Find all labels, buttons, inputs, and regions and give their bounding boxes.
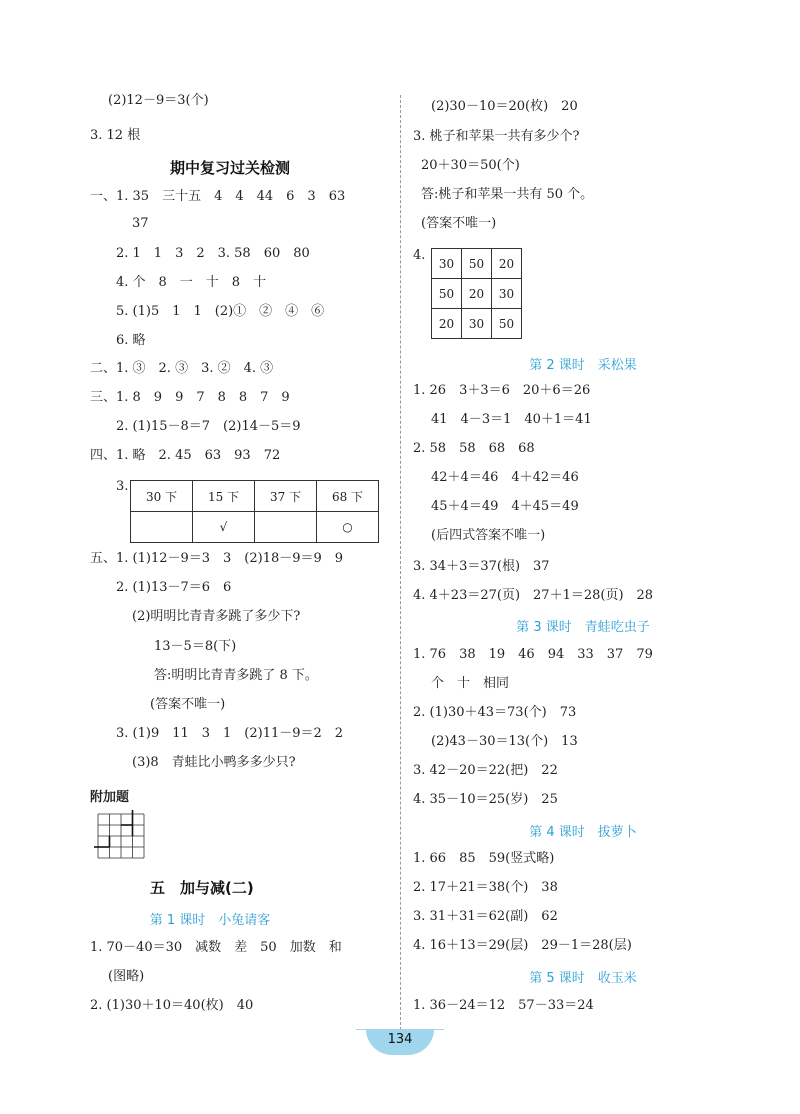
square-cell: 30	[492, 279, 522, 309]
answer-line: 2. (1)15－8＝7 (2)14－5＝9	[116, 419, 301, 434]
lesson-title: 第 1 课时 小兔请客	[149, 913, 271, 928]
answer-line: 42＋4＝46 4＋42＝46	[431, 470, 579, 485]
page-number: 134	[366, 1029, 434, 1055]
answer-line: 2. 1 1 3 2 3. 58 60 80	[116, 246, 310, 261]
square-cell: 30	[432, 249, 462, 279]
answer-line: 4.	[413, 248, 426, 263]
section-title-midterm: 期中复习过关检测	[170, 159, 291, 177]
answer-line: 1. 76 38 19 46 94 33 37 79	[413, 647, 653, 662]
answer-line: 3. 12 根	[90, 128, 141, 143]
table-cell: √	[193, 512, 255, 543]
answer-line: (3)8 青蛙比小鸭多多少只?	[132, 755, 296, 770]
table-cell: ○	[317, 512, 379, 543]
answer-line: 2. (1)30＋10＝40(枚) 40	[90, 998, 254, 1013]
square-cell: 30	[462, 309, 492, 339]
answer-line: (2)43－30＝13(个) 13	[431, 734, 578, 749]
answer-table	[130, 480, 379, 543]
answer-line: 3.	[116, 479, 129, 494]
answer-line: 6. 略	[116, 333, 146, 348]
answer-line: 1. 66 85 59(竖式略)	[413, 851, 555, 866]
table-cell	[255, 512, 317, 543]
answer-line: 4. 4＋23＝27(页) 27＋1＝28(页) 28	[413, 588, 654, 603]
answer-line: (答案不唯一)	[421, 216, 497, 231]
answer-line: 1. 26 3＋3＝6 20＋6＝26	[413, 383, 591, 398]
answer-line: 45＋4＝49 4＋45＝49	[431, 499, 579, 514]
answer-line: 答:明明比青青多跳了 8 下。	[154, 668, 318, 683]
answer-line: 5. (1)5 1 1 (2)① ② ④ ⑥	[116, 304, 325, 319]
answer-line: 2. 17＋21＝38(个) 38	[413, 880, 558, 895]
square-cell: 20	[492, 249, 522, 279]
answer-line: 4. 16＋13＝29(层) 29－1＝28(层)	[413, 938, 632, 953]
square-cell: 50	[462, 249, 492, 279]
answer-line: (图略)	[108, 969, 145, 984]
answer-line: 2. 58 58 68 68	[413, 441, 535, 456]
table-header-cell: 68 下	[317, 481, 379, 512]
answer-line: (2)明明比青青多跳了多少下?	[132, 609, 301, 624]
answer-line: 一、1. 35 三十五 4 4 44 6 3 63	[90, 189, 346, 204]
square-cell: 50	[492, 309, 522, 339]
answer-line: 3. 42－20＝22(把) 22	[413, 763, 558, 778]
answer-line: 20＋30＝50(个)	[421, 158, 520, 173]
answer-line: 2. (1)30＋43＝73(个) 73	[413, 705, 577, 720]
answer-line: 答:桃子和苹果一共有 50 个。	[421, 187, 594, 202]
square-cell: 20	[432, 309, 462, 339]
answer-line: 五、1. (1)12－9＝3 3 (2)18－9＝9 9	[90, 551, 344, 566]
grid-drawing	[94, 810, 152, 864]
magic-square	[431, 248, 522, 339]
column-divider	[400, 95, 401, 1030]
answer-line: 个 十 相同	[431, 676, 510, 691]
answer-line: 1. 36－24＝12 57－33＝24	[413, 998, 594, 1013]
table-cell	[131, 512, 193, 543]
table-header-cell: 15 下	[193, 481, 255, 512]
answer-line: 3. (1)9 11 3 1 (2)11－9＝2 2	[116, 726, 344, 741]
answer-line: 3. 桃子和苹果一共有多少个?	[413, 129, 580, 144]
lesson-title: 第 2 课时 采松果	[529, 358, 637, 373]
square-cell: 20	[462, 279, 492, 309]
answer-line: 三、1. 8 9 9 7 8 8 7 9	[90, 390, 290, 405]
answer-line: 41 4－3＝1 40＋1＝41	[431, 412, 592, 427]
lesson-title: 第 3 课时 青蛙吃虫子	[516, 620, 650, 635]
answer-line: 四、1. 略 2. 45 63 93 72	[90, 448, 281, 463]
answer-line: 4. 个 8 一 十 8 十	[116, 275, 267, 290]
answer-line: 4. 35－10＝25(岁) 25	[413, 792, 558, 807]
answer-line: (答案不唯一)	[150, 697, 226, 712]
answer-line: 3. 31＋31＝62(副) 62	[413, 909, 558, 924]
square-cell: 50	[432, 279, 462, 309]
answer-line: (2)12－9＝3(个)	[108, 93, 209, 108]
answer-line: 1. 70－40＝30 减数 差 50 加数 和	[90, 940, 342, 955]
answer-line: 13－5＝8(下)	[154, 639, 237, 654]
answer-line: 二、1. ③ 2. ③ 3. ② 4. ③	[90, 361, 274, 376]
answer-line: (后四式答案不唯一)	[431, 528, 546, 543]
lesson-title: 第 4 课时 拔萝卜	[529, 825, 637, 840]
lesson-title: 第 5 课时 收玉米	[529, 971, 637, 986]
table-header-cell: 30 下	[131, 481, 193, 512]
answer-line: 3. 34＋3＝37(根) 37	[413, 559, 550, 574]
answer-line: (2)30－10＝20(枚) 20	[431, 99, 578, 114]
unit-title: 五 加与减(二)	[150, 879, 254, 897]
bonus-title: 附加题	[90, 790, 130, 805]
table-header-cell: 37 下	[255, 481, 317, 512]
answer-line: 2. (1)13－7＝6 6	[116, 580, 232, 595]
answer-line: 37	[132, 216, 149, 231]
